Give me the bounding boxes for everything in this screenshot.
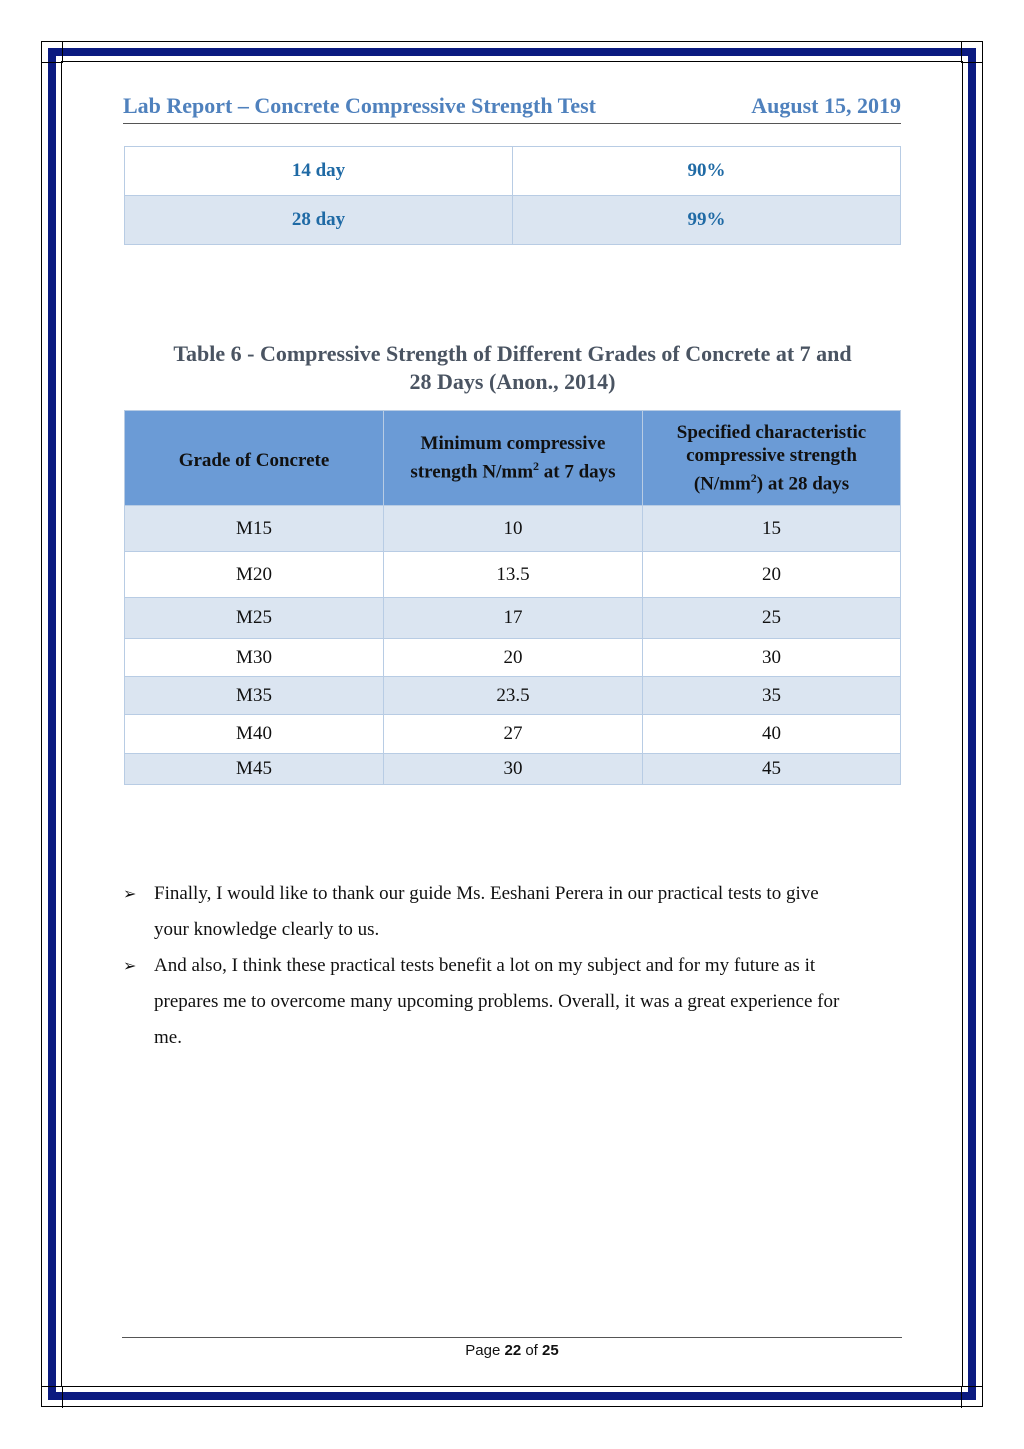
table-cell: 30 <box>384 754 643 785</box>
table-cell: 45 <box>643 754 901 785</box>
arrow-bullet-icon: ➢ <box>123 956 137 975</box>
list-item <box>123 948 903 1056</box>
corner-ornament-bottom-right <box>961 1386 983 1408</box>
table-cell: 20 <box>384 639 643 677</box>
header-text-line <box>649 467 894 495</box>
table-row <box>125 196 901 245</box>
list-item-text: your knowledge clearly to us. <box>154 919 380 940</box>
table-cell: M15 <box>125 506 384 552</box>
table-row <box>125 147 901 196</box>
table-cell: M25 <box>125 598 384 639</box>
list-item-text: Finally, I would like to thank our guide Ms. Eeshani Perera in our practical tests to give <box>154 883 819 904</box>
table-cell: M45 <box>125 754 384 785</box>
acknowledgement-list <box>123 876 903 1056</box>
table-cell: 90% <box>513 147 901 196</box>
header-text: Grade of Concrete <box>178 449 330 471</box>
curing-strength-table <box>124 146 901 245</box>
header-text: at 7 days <box>539 461 616 483</box>
page-label: Page <box>465 1342 501 1359</box>
list-item-text: prepares me to overcome many upcoming problems. Overall, it was a great experience for <box>154 991 840 1012</box>
column-header-7-day-strength <box>384 411 643 506</box>
superscript: 2 <box>750 470 757 485</box>
of-label: of <box>525 1342 538 1359</box>
table-cell: M40 <box>125 715 384 754</box>
header-text: strength N/mm <box>410 461 534 483</box>
report-date: August 15, 2019 <box>751 93 901 118</box>
list-item-text: me. <box>154 1027 182 1048</box>
table-row <box>125 754 901 785</box>
concrete-grades-table <box>124 410 901 785</box>
corner-ornament-bottom-left <box>41 1386 63 1408</box>
corner-ornament-top-left <box>41 41 63 63</box>
page-header <box>123 93 901 124</box>
table-cell: 23.5 <box>384 677 643 715</box>
table-row <box>125 715 901 754</box>
table-cell: 35 <box>643 677 901 715</box>
table-cell: 30 <box>643 639 901 677</box>
corner-ornament-top-right <box>961 41 983 63</box>
table-cell: M30 <box>125 639 384 677</box>
page-footer <box>122 1342 902 1359</box>
column-header-grade <box>125 411 384 506</box>
table-row <box>125 506 901 552</box>
header-text: Minimum compressive <box>420 433 606 455</box>
table-row <box>125 598 901 639</box>
table-cell: M20 <box>125 552 384 598</box>
table-cell: 99% <box>513 196 901 245</box>
table-cell: 40 <box>643 715 901 754</box>
header-text: ) at 28 days <box>756 473 850 495</box>
table-cell: M35 <box>125 677 384 715</box>
page-total: 25 <box>542 1342 559 1359</box>
header-text: Specified characteristic <box>676 421 867 443</box>
arrow-bullet-icon: ➢ <box>123 884 137 903</box>
table-cell: 25 <box>643 598 901 639</box>
caption-line: 28 Days (Anon., 2014) <box>409 369 616 394</box>
table-cell: 13.5 <box>384 552 643 598</box>
list-item-text: And also, I think these practical tests benefit a lot on my subject and for my future as it <box>154 955 816 976</box>
table-caption <box>124 340 901 396</box>
column-header-28-day-strength <box>643 411 901 506</box>
table-cell: 27 <box>384 715 643 754</box>
header-text: compressive strength <box>686 444 857 466</box>
superscript: 2 <box>533 459 540 474</box>
header-text-line <box>390 455 636 483</box>
list-item <box>123 876 903 948</box>
table-cell: 10 <box>384 506 643 552</box>
table-cell: 20 <box>643 552 901 598</box>
table-header-row <box>125 411 901 506</box>
table-cell: 15 <box>643 506 901 552</box>
header-text: (N/mm <box>693 473 751 495</box>
table-cell: 14 day <box>125 147 513 196</box>
table-cell: 17 <box>384 598 643 639</box>
table-row <box>125 677 901 715</box>
footer-divider <box>122 1337 902 1338</box>
page-number: 22 <box>504 1342 522 1359</box>
table-row <box>125 552 901 598</box>
caption-line: Table 6 - Compressive Strength of Different Grades of Concrete at 7 and <box>173 341 852 366</box>
report-title: Lab Report – Concrete Compressive Strength Test <box>123 93 596 118</box>
table-cell: 28 day <box>125 196 513 245</box>
table-row <box>125 639 901 677</box>
